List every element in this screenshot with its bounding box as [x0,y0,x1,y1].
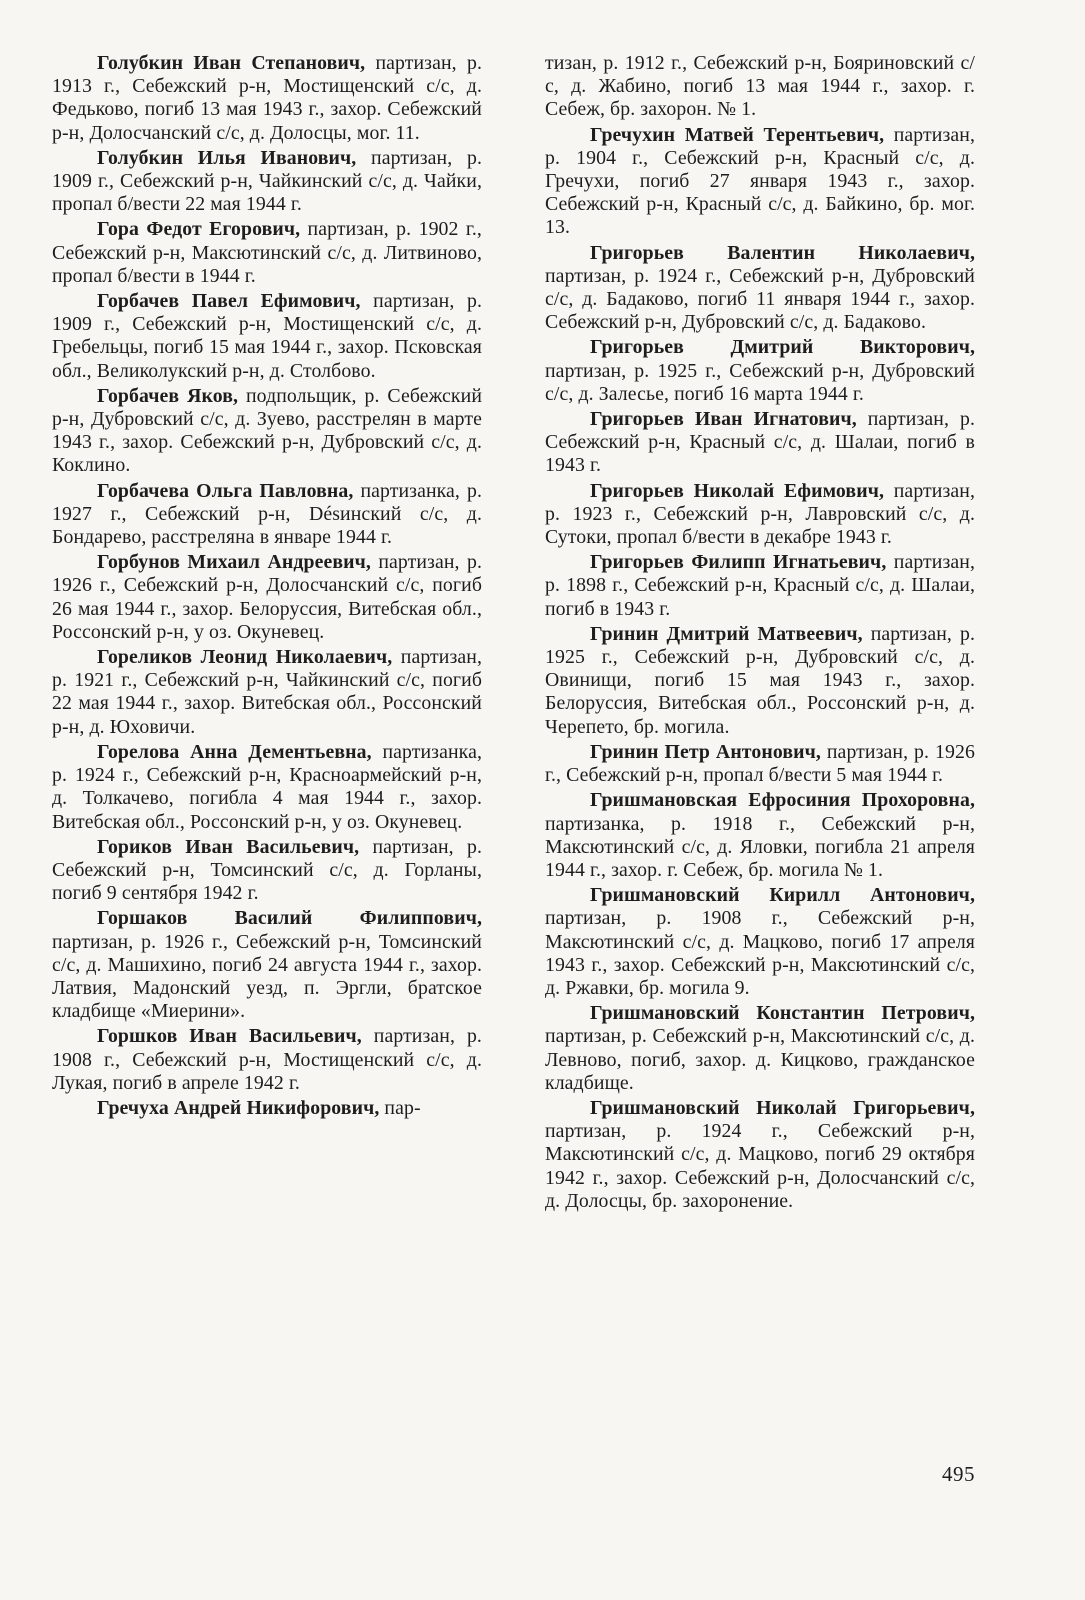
entry-details: партизан, р. 1898 г., Себежский р-н, Красный с/с, д. Шалаи, погиб в 1943 г. [545,551,976,620]
register-entry [545,551,975,621]
register-entry [545,336,975,406]
entry-name: Гориков Иван Васильевич, [97,835,360,858]
entry-name: Гринин Дмитрий Матвеевич, [590,622,863,645]
register-entry [545,52,975,122]
entry-details: партизан, р. 1925 г., Себежский р-н, Дубровский с/с, д. Овинищи, погиб 15 мая 1943 г., захор. Белоруссия, Витебская обл., Россонский р-н, д. Черепето, бр. могила. [545,622,975,738]
entry-name: Гришмановский Николай Григорьевич, [590,1096,975,1119]
register-entry [52,1025,482,1095]
register-entry [545,242,975,335]
entry-details: партизан, р. 1908 г., Себежский р-н, Максютинский с/с, д. Мацково, погиб 17 апреля 1943 г., захор. Себежский р-н, Максютинский с/с, д. Ржавки, бр. могила 9. [545,907,975,999]
left-column [52,52,482,1122]
register-entry [545,1002,975,1095]
register-entry [52,1097,482,1120]
entry-name: Горбачева Ольга Павловна, [97,479,354,502]
entry-details: партизанка, р. 1924 г., Себежский р-н, Красноармейский р-н, д. Толкачево, погибла 4 мая 1944 г., захор. Витебская обл., Россонский р-н, у оз. Окуневец. [52,740,482,833]
entry-details: партизан, р. 1909 г., Себежский р-н, Мостищенский с/с, д. Гребельцы, погиб 15 мая 1944 г., захор. Псковская обл., Великолукский р-н, д. Столбово. [52,290,482,382]
entry-name: Гришмановский Кирилл Антонович, [590,884,975,907]
entry-details: партизан, р. 1923 г., Себежский р-н, Лавровский с/с, д. Сутоки, пропал б/вести в декабре 1943 г. [545,479,975,549]
register-entry [52,907,482,1023]
entry-details: партизан, р. 1924 г., Себежский р-н, Дубровский с/с, д. Бадаково, погиб 11 января 1944 г., захор. Себежский р-н, Дубровский с/с, д. Бадаково. [545,264,975,334]
register-entry [545,1097,975,1213]
register-entry [52,646,482,739]
entry-details: партизан, р. 1908 г., Себежский р-н, Мостищенский с/с, д. Лукая, погиб в апреле 1942 г. [52,1025,482,1094]
register-entry [52,52,482,145]
entry-name: Гречухин Матвей Терентьевич, [590,123,885,146]
entry-details: партизанка, р. 1927 г., Себежский р-н, Désинский с/с, д. Бондарево, расстреляна в январе 1944 г. [52,479,483,549]
register-entry [545,789,975,882]
register-entry [545,623,975,739]
entry-name: Голубкин Иван Степанович, [97,52,366,74]
entry-name: Гринин Петр Антонович, [590,740,821,763]
register-entry [545,124,975,240]
register-entry [52,836,482,906]
register-entry [52,218,482,288]
entry-name: Григорьев Иван Игнатович, [590,408,857,431]
entry-details: партизан, р. 1926 г., Себежский р-н, пропал б/вести 5 мая 1944 г. [545,740,975,787]
entry-details: партизан, р. Себежский р-н, Красный с/с, д. Шалаи, погиб в 1943 г. [545,408,975,477]
entry-details: партизан, р. 1909 г., Себежский р-н, Чайкинский с/с, д. Чайки, пропал б/вести 22 мая 1944 г. [52,146,482,216]
register-entry [52,551,482,644]
page-number: 495 [942,1462,975,1486]
register-entry [52,741,482,834]
register-entry [52,480,482,550]
entry-name: Григорьев Дмитрий Викторович, [590,336,975,359]
entry-details: партизан, р. Себежский р-н, Максютинский с/с, д. Левново, погиб, захор. д. Кицково, гражданское кладбище. [545,1025,975,1094]
entry-details: тизан, р. 1912 г., Себежский р-н, Бояриновский с/с, д. Жабино, погиб 13 мая 1944 г., захор. г. Себеж, бр. захорон. № 1. [545,52,975,121]
entry-name: Григорьев Валентин Николаевич, [590,241,975,264]
right-column [545,52,975,1215]
entry-details: партизан, р. 1924 г., Себежский р-н, Максютинский с/с, д. Мацково, погиб 29 октября 1942 г., захор. Себежский р-н, Долосчанский с/с, д. Долосцы, бр. захоронение. [545,1120,975,1212]
entry-details: подпольщик, р. Себежский р-н, Дубровский с/с, д. Зуево, расстрелян в марте 1943 г., захор. Себежский р-н, Дубровский с/с, д. Коклино. [52,384,482,477]
entry-name: Горбунов Михаил Андреевич, [97,551,371,574]
register-entry [545,480,975,550]
register-entry [52,147,482,217]
entry-name: Григорьев Филипп Игнатьевич, [590,551,887,574]
entry-name: Гришмановская Ефросиния Прохоровна, [590,789,975,812]
register-entry [545,884,975,1000]
entry-name: Гречуха Андрей Никифорович, [97,1096,380,1119]
entry-details: партизан, р. 1913 г., Себежский р-н, Мостищенский с/с, д. Федьково, погиб 13 мая 1943 г., захор. Себежский р-н, Долосчанский с/с, д. Долосцы, мог. 11. [52,52,482,144]
register-entry [545,741,975,787]
register-entry [52,290,482,383]
entry-name: Голубкин Илья Иванович, [97,146,357,169]
entry-details: партизанка, р. 1918 г., Себежский р-н, Максютинский с/с, д. Яловки, погибла 21 апреля 1944 г., захор. г. Себеж, бр. могила № 1. [545,812,975,881]
entry-details: пар- [379,1096,421,1119]
entry-details: партизан, р. 1904 г., Себежский р-н, Красный с/с, д. Гречухи, погиб 27 января 1943 г., захор. Себежский р-н, Красный с/с, д. Байкино, бр. мог. 13. [545,123,975,239]
entry-name: Горелова Анна Дементьевна, [97,740,372,763]
entry-details: партизан, р. 1926 г., Себежский р-н, Томсинский с/с, д. Машихино, погиб 24 августа 1944 г., захор. Латвия, Мадонский уезд, п. Эргли, братское кладбище «Миерини». [52,930,482,1023]
entry-name: Горбачев Павел Ефимович, [97,290,361,313]
entry-name: Гора Федот Егорович, [97,218,301,241]
entry-name: Горшков Иван Васильевич, [97,1025,362,1048]
register-entry [545,408,975,478]
register-entry [52,385,482,478]
entry-details: партизан, р. 1926 г., Себежский р-н, Долосчанский с/с, погиб 26 мая 1944 г., захор. Белоруссия, Витебская обл., Россонский р-н, у оз. Окуневец. [52,551,482,643]
entry-name: Гришмановский Константин Петрович, [590,1002,975,1025]
entry-details: партизан, р. 1902 г., Себежский р-н, Максютинский с/с, д. Литвиново, пропал б/вести в 1944 г. [52,218,482,287]
entry-details: партизан, р. 1921 г., Себежский р-н, Чайкинский с/с, погиб 22 мая 1944 г., захор. Витебская обл., Россонский р-н, д. Юховичи. [52,646,483,738]
entry-name: Горшаков Василий Филиппович, [97,907,482,930]
entry-name: Горбачев Яков, [97,384,239,407]
entry-name: Григорьев Николай Ефимович, [590,479,885,502]
entry-details: партизан, р. 1925 г., Себежский р-н, Дубровский с/с, д. Залесье, погиб 16 марта 1944 г. [545,359,975,405]
entry-details: партизан, р. Себежский р-н, Томсинский с/с, д. Горланы, погиб 9 сентября 1942 г. [52,835,482,905]
entry-name: Гореликов Леонид Николаевич, [97,646,393,669]
